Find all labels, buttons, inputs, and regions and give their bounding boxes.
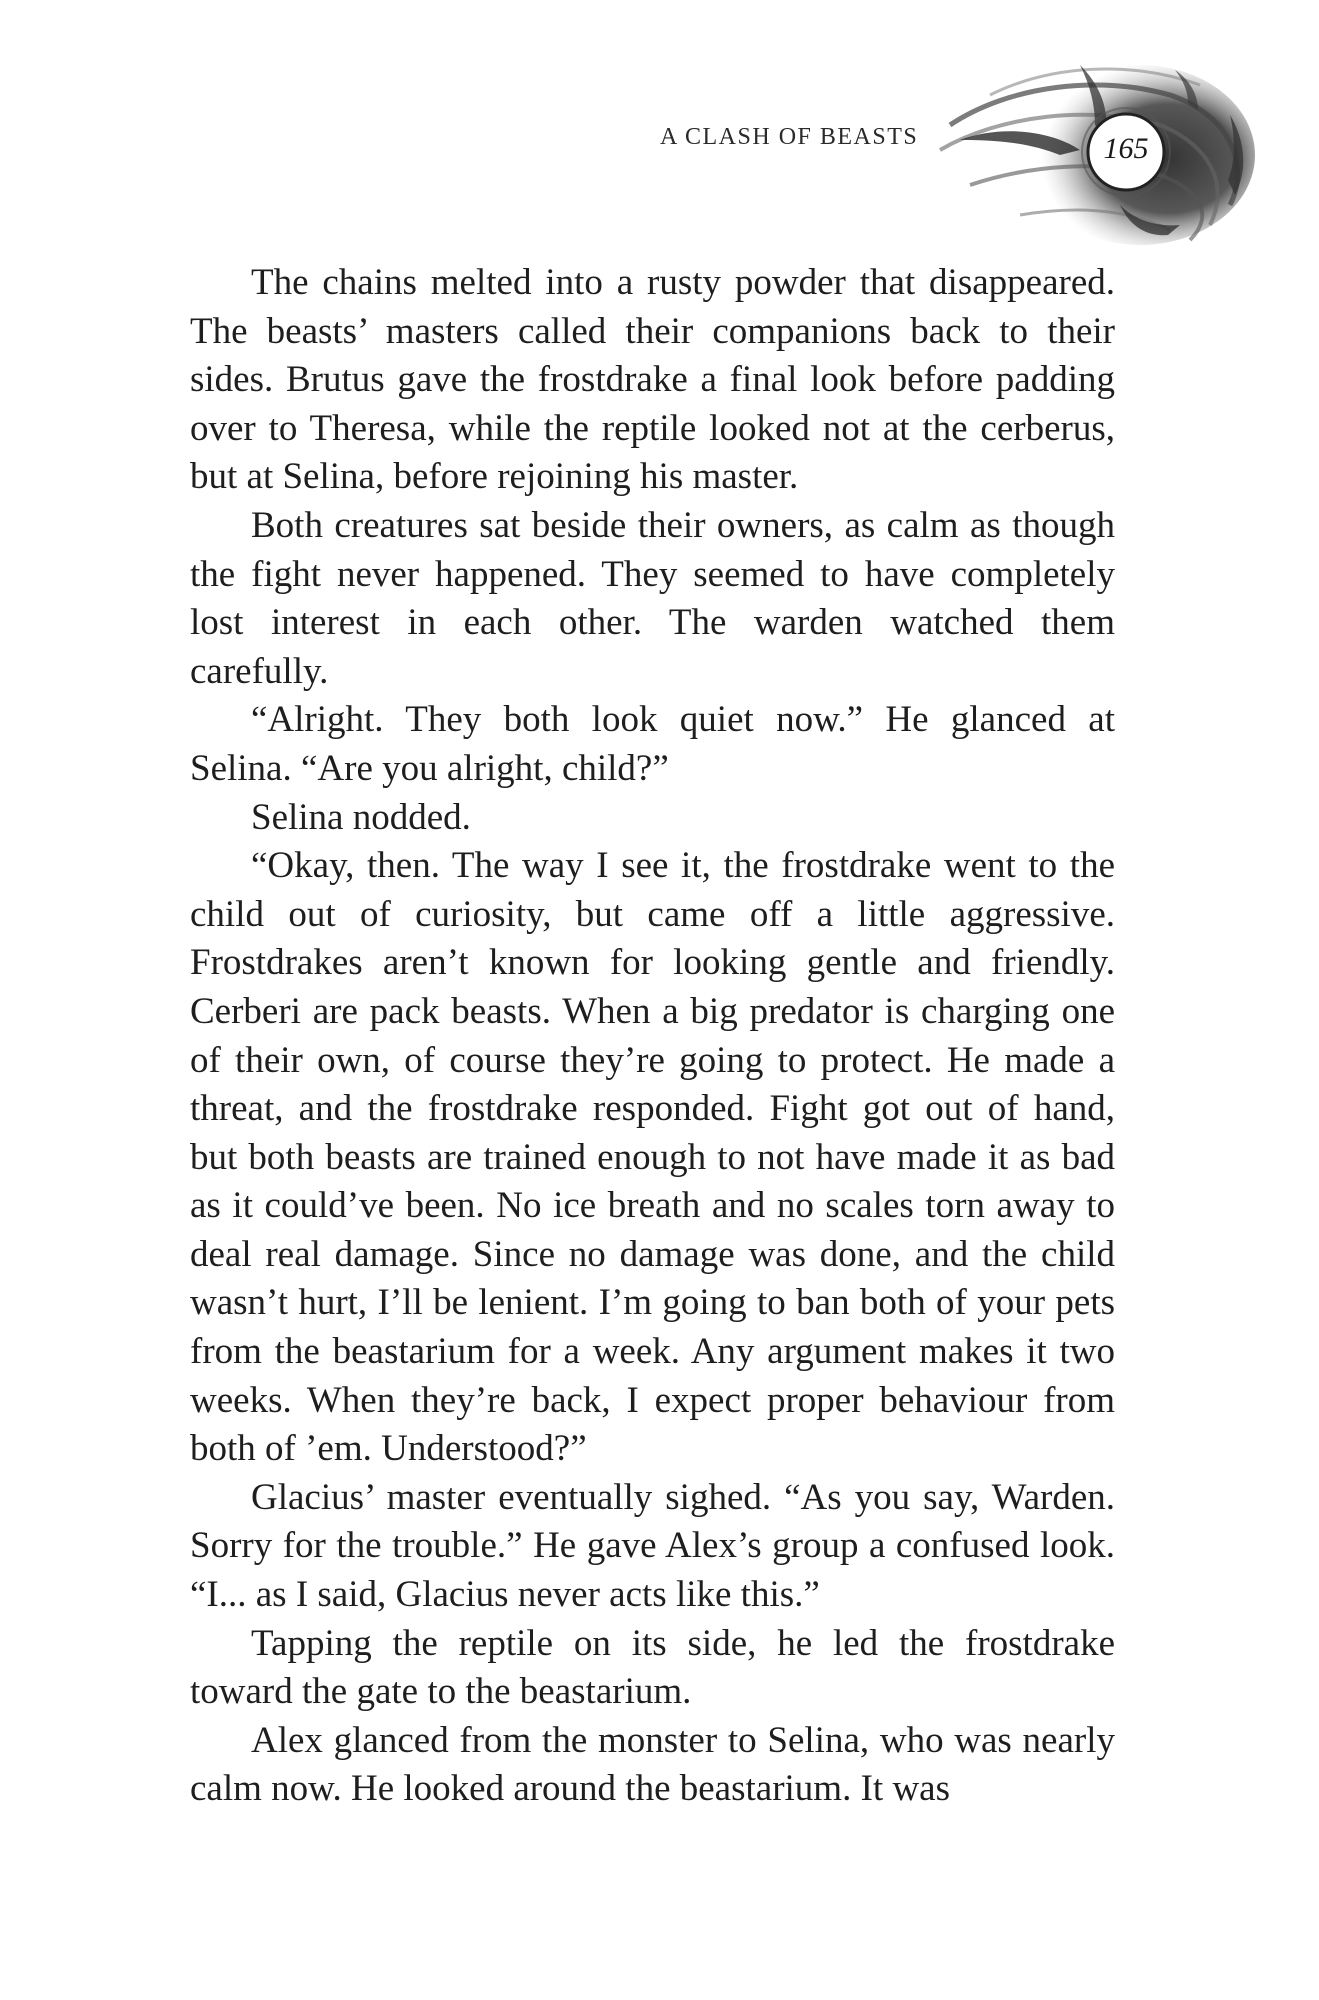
paragraph: “Alright. They both look quiet now.” He glanced at Selina. “Are you alright, child?” — [190, 699, 1115, 789]
paragraph: The chains melted into a rusty powder that disappeared. The beasts’ masters called their companions back to their sides. Brutus gave the frostdrake a final look before padding over to Theresa, while the reptile looked not at the cerberus, but at Selina, before rejoining his master. — [190, 262, 1115, 498]
paragraph: “Okay, then. The way I see it, the frostdrake went to the child out of curiosity, but came off a little aggressive. Frostdrakes aren’t known for looking gentle and friendly. Cerberi are pack beasts. When a big predator is charging one of their own, of course they’re going to protect. He made a threat, and the frostdrake responded. Fight got out of hand, but both beasts are trained enough to not have made it as bad as it could’ve been. No ice breath and no scales torn away to deal real damage. Since no damage was done, and the child wasn’t hurt, I’ll be lenient. I’m going to ban both of your pets from the beastarium for a week. Any argument makes it two weeks. When they’re back, I expect proper behaviour from both of ’em. Understood?” — [190, 845, 1115, 1470]
page-number: 165 — [1103, 132, 1149, 165]
running-head: A CLASH OF BEASTS — [660, 124, 919, 150]
paragraph: Alex glanced from the monster to Selina, who was nearly calm now. He looked around the beastarium. It was — [190, 1719, 1115, 1810]
paragraph: Tapping the reptile on its side, he led the frostdrake toward the gate to the beastarium. — [190, 1622, 1115, 1713]
body-text — [190, 259, 1115, 1814]
paragraph: Both creatures sat beside their owners, as calm as though the fight never happened. They seemed to have completely lost interest in each other. The warden watched them carefully. — [190, 504, 1115, 692]
paragraph: Glacius’ master eventually sighed. “As you say, Warden. Sorry for the trouble.” He gave Alex’s group a confused look. “I... as I said, Glacius never acts like this.” — [190, 1476, 1115, 1616]
page-header — [0, 0, 1319, 260]
paragraph: Selina nodded. — [251, 796, 471, 838]
